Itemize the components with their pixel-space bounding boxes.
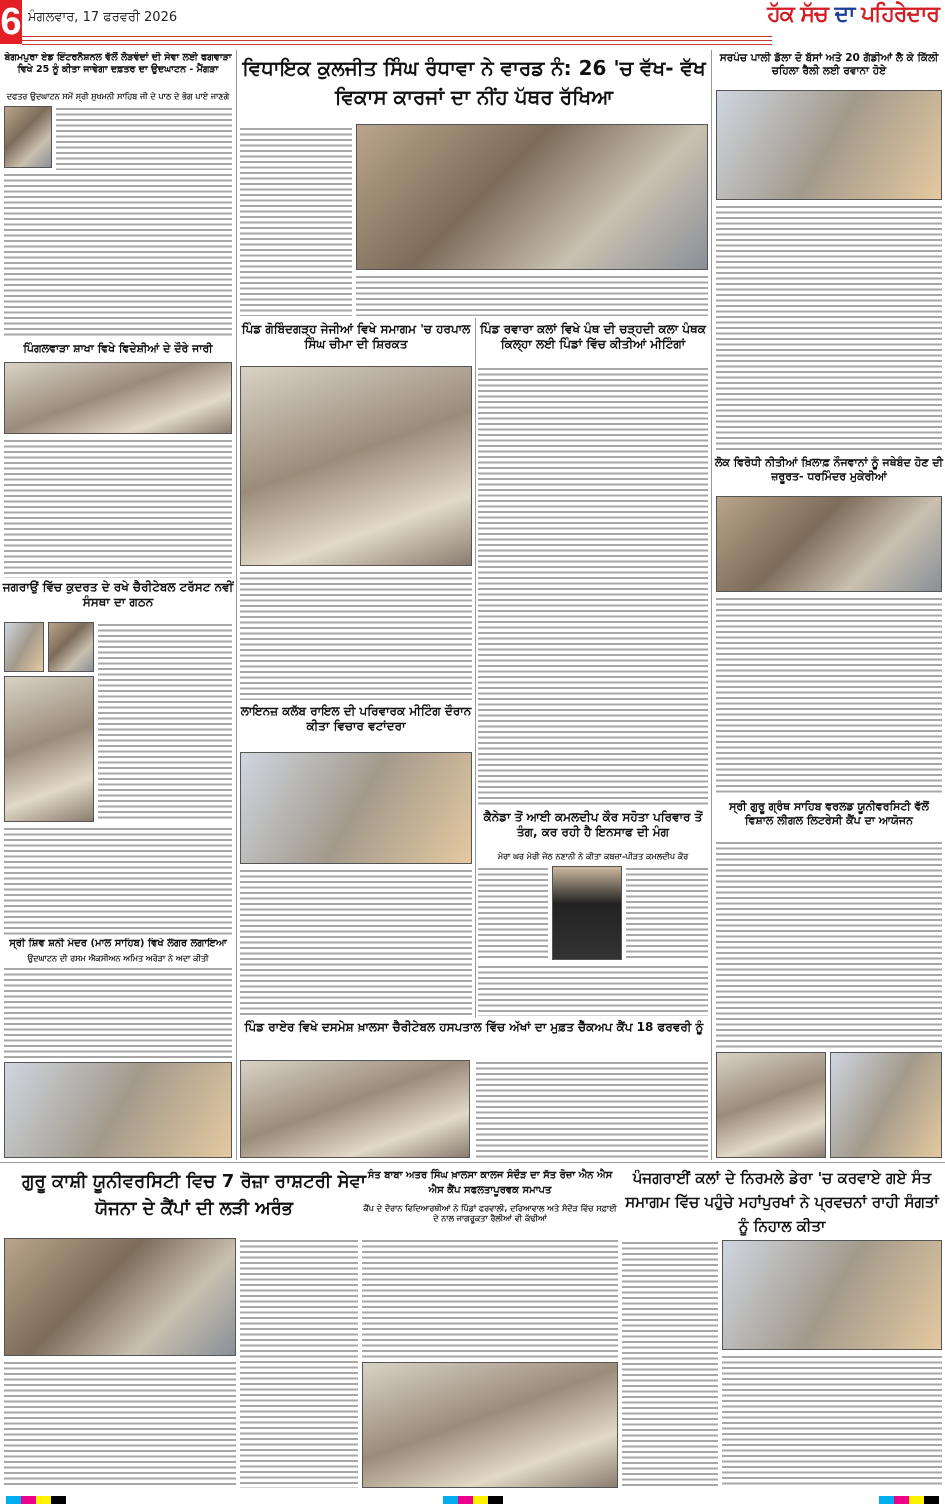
portrait-photo (552, 866, 622, 960)
masthead-logo: ਹੱਕ ਸੱਚ ਦਾ ਪਹਿਰੇਦਾਰ (767, 2, 939, 27)
article-subhead: ਮੇਰਾ ਘਰ ਮੇਰੀ ਜੇਠ ਨਣਾਨੀ ਨੇ ਕੀਤਾ ਕਬਜ਼ਾ-ਪੀੜਤ ਕਮਲਦੀਪ ਕੌਰ (497, 852, 689, 861)
article-headline: ਸਰਪੰਚ ਪਾਲੀ ਡੱਲਾ ਦੋ ਬੱਸਾਂ ਅਤੇ 20 ਗੱਡੀਆਂ ਲੈ ਕੇ ਕਿੱਲੀ ਚਹਿਲਾ ਰੈਲੀ ਲਈ ਰਵਾਨਾ ਹੋਏ (719, 52, 939, 78)
article-headline: ਕੈਨੇਡਾ ਤੋਂ ਆਈ ਕਮਲਦੀਪ ਕੌਰ ਸਹੋਤਾ ਪਰਿਵਾਰ ਤੋਂ ਤੰਗ, ਕਰ ਰਹੀ ਹੈ ਇਨਸਾਫ ਦੀ ਮੰਗ (483, 810, 703, 839)
article-headline: ਪੰਜਗਰਾਈਂ ਕਲਾਂ ਦੇ ਨਿਰਮਲੇ ਡੇਰਾ 'ਚ ਕਰਵਾਏ ਗਏ ਸੰਤ ਸਮਾਗਮ ਵਿੱਚ ਪਹੁੰਚੇ ਮਹਾਂਪੁਰਖਾਂ ਨੇ ਪ੍ਰਵਚਨਾਂ ਰਾਹੀ ਸੰਗਤਾਂ ਨੂੰ ਨਿਹਾਲ ਕੀਤਾ (625, 1169, 939, 1235)
article-body (722, 1354, 942, 1488)
article-body (56, 106, 232, 170)
article-body (240, 570, 472, 700)
article-body (240, 126, 352, 316)
news-photo (4, 1062, 232, 1158)
article-body (716, 840, 942, 1048)
article-body (240, 1238, 358, 1488)
article-body (626, 866, 708, 960)
news-photo (4, 1238, 236, 1356)
article-headline: ਸ੍ਰੀ ਸ਼ਿਵ ਸ਼ਨੀ ਮੰਦਰ (ਮਾਲ ਸਾਹਿਬ) ਵਿਖੇ ਲੰਗਰ ਲਗਾਇਆ (9, 938, 227, 949)
article-body (4, 1360, 236, 1488)
article-subhead: ਦਫਤਰ ਉਦਘਾਟਨ ਸਮੇਂ ਸ੍ਰੀ ਸੁਖਮਨੀ ਸਾਹਿਬ ਜੀ ਦੇ ਪਾਠ ਦੇ ਭੋਗ ਪਾਏ ਜਾਣਗੇ (6, 92, 230, 101)
portrait-photo (4, 622, 44, 672)
article-body (622, 1240, 718, 1488)
article-headline: ਪਿੰਡ ਗੋਬਿੰਦਗੜ੍ਹ ਜੇਜੀਆਂ ਵਿਖੇ ਸਮਾਗਮ 'ਚ ਹਰਪਾਲ ਸਿੰਘ ਚੀਮਾ ਦੀ ਸ਼ਿਰਕਤ (241, 322, 471, 351)
article-headline: ਬੇਗਮਪੁਰਾ ਏਡ ਇੰਟਰਨੈਸ਼ਨਲ ਵੱਲੋਂ ਲੋੜਵੰਦਾਂ ਦੀ ਸੇਵਾ ਲਈ ਫਗਵਾੜਾ ਵਿਖੇ 25 ਨੂੰ ਕੀਤਾ ਜਾਵੇਗਾ ਦਫ਼ਤਰ ਦਾ ਉਦਘਾਟਨ - ਮੈਂਗੜਾ (4, 52, 232, 75)
issue-date: ਮੰਗਲਵਾਰ, 17 ਫਰਵਰੀ 2026 (28, 10, 178, 25)
article-headline: ਜਗਰਾਉਂ ਵਿੱਚ ਕੁਦਰਤ ਦੇ ਰਖੇ ਚੈਰੀਟੇਬਲ ਟਰੱਸਟ ਨਵੀਂ ਸੰਸਥਾ ਦਾ ਗਠਨ (2, 580, 234, 609)
news-photo (716, 1052, 826, 1158)
article-body (362, 1238, 618, 1358)
color-swatch (6, 1496, 66, 1504)
article-headline: ਪਿੰਗਲਵਾੜਾ ਸ਼ਾਖਾ ਵਿਖੇ ਵਿਦੇਸ਼ੀਆਂ ਦੇ ਦੌਰੇ ਜਾਰੀ (23, 342, 213, 355)
news-photo (4, 362, 232, 434)
article-headline: ਸ੍ਰੀ ਗੁਰੂ ਗ੍ਰੰਥ ਸਾਹਿਬ ਵਰਲਡ ਯੂਨੀਵਰਸਿਟੀ ਵੱਲੋਂ ਵਿਸ਼ਾਲ ਲੀਗਲ ਲਿਟਰੇਸੀ ਕੈਂਪ ਦਾ ਆਯੋਜਨ (729, 800, 929, 827)
portrait-photo-grid (4, 676, 94, 822)
news-photo (362, 1362, 618, 1488)
row-divider (0, 1162, 945, 1163)
article-body (356, 274, 708, 316)
article-body (716, 596, 942, 796)
article-body (98, 622, 232, 822)
article-body (478, 964, 708, 1016)
header-rule (22, 44, 772, 45)
article-headline: ਗੁਰੂ ਕਾਸ਼ੀ ਯੂਨੀਵਰਸਿਟੀ ਵਿਚ 7 ਰੋਜ਼ਾ ਰਾਸ਼ਟਰੀ ਸੇਵਾ ਯੋਜਨਾ ਦੇ ਕੈਂਪਾਂ ਦੀ ਲੜੀ ਅਰੰਭ (21, 1171, 366, 1219)
article-body (4, 172, 232, 337)
article-body (4, 438, 232, 578)
header-rule (22, 40, 772, 41)
news-photo (716, 496, 942, 592)
news-photo (716, 90, 942, 200)
article-subhead: ਉਦਘਾਟਨ ਦੀ ਰਸਮ ਐਕਸੀਅਨ ਅਮਿਤ ਅਰੋੜਾ ਨੇ ਅਦਾ ਕੀਤੀ (27, 954, 209, 963)
news-photo (240, 1060, 470, 1158)
article-headline: ਪਿੰਡ ਰਵਾਰਾ ਕਲਾਂ ਵਿਖੇ ਪੰਥ ਦੀ ਚੜ੍ਹਦੀ ਕਲਾ ਪੰਥਕ ਕਿਲ੍ਹਾ ਲਈ ਪਿੰਡਾਂ ਵਿੱਚ ਕੀਤੀਆਂ ਮੀਟਿੰਗਾਂ (480, 322, 706, 351)
news-photo (830, 1052, 942, 1158)
color-swatch (879, 1496, 939, 1504)
portrait-photo (48, 622, 94, 672)
article-body (240, 868, 472, 1016)
color-swatch (443, 1496, 503, 1504)
column-divider (711, 50, 712, 1160)
article-body (4, 826, 232, 936)
lead-headline: ਵਿਧਾਇਕ ਕੁਲਜੀਤ ਸਿੰਘ ਰੰਧਾਵਾ ਨੇ ਵਾਰਡ ਨੰ: 26 'ਚ ਵੱਖ- ਵੱਖ ਵਿਕਾਸ ਕਾਰਜਾਂ ਦਾ ਨੀਂਹ ਪੱਥਰ ਰੱਖਿਆ (242, 56, 706, 109)
column-divider (236, 50, 237, 1160)
article-subhead: ਕੈਂਪ ਦੇ ਦੌਰਾਨ ਵਿਦਿਆਰਥੀਆਂ ਨੇ ਪਿੰਡਾਂ ਫਰਵਾਲੀ, ਦਰਿਆਵਾਲ ਅਤੇ ਸੰਦੌੜ ਵਿੱਚ ਸਫ਼ਾਈ ਦੇ ਨਾਲ ਜਾਗਰੂਕਤਾ ਰੈਲੀਆਂ ਵੀ ਕੱਢੀਆਂ (363, 1204, 617, 1224)
portrait-photo (4, 106, 52, 168)
page-number: 6 (0, 1, 22, 43)
article-headline: ਪਿੰਡ ਰਾਏਰ ਵਿਖੇ ਦਸਮੇਸ਼ ਖ਼ਾਲਸਾ ਚੈਰੀਟੇਬਲ ਹਸਪਤਾਲ ਵਿੱਚ ਅੱਖਾਂ ਦਾ ਮੁਫ਼ਤ ਚੈੱਕਅਪ ਕੈਂਪ 18 ਫਰਵਰੀ ਨੂੰ (244, 1020, 704, 1034)
news-photo (722, 1240, 942, 1350)
article-headline: ਸੰਤ ਬਾਬਾ ਅਤਰ ਸਿੰਘ ਖ਼ਾਲਸਾ ਕਾਲਜ ਸੰਦੌੜ ਦਾ ਸੱਤ ਰੋਜ਼ਾ ਐਨ ਐਸ ਐਸ ਕੈਂਪ ਸਫਲਤਾਪੂਰਵਕ ਸਮਾਪਤ (367, 1170, 613, 1196)
news-photo (240, 752, 472, 864)
article-body (476, 1060, 708, 1158)
article-body (716, 204, 942, 450)
article-headline: ਲਾਇਨਜ਼ ਕਲੱਬ ਰਾਇਲ ਦੀ ਪਰਿਵਾਰਕ ਮੀਟਿੰਗ ਦੌਰਾਨ ਕੀਤਾ ਵਿਚਾਰ ਵਟਾਂਦਰਾ (240, 704, 472, 733)
article-body (478, 866, 548, 960)
lead-photo (356, 124, 708, 270)
column-divider (475, 318, 476, 1018)
news-photo (240, 366, 472, 566)
article-body (478, 366, 708, 806)
article-body (4, 966, 232, 1058)
article-headline: ਲੋਕ ਵਿਰੋਧੀ ਨੀਤੀਆਂ ਖ਼ਿਲਾਫ਼ ਨੌਜਵਾਨਾਂ ਨੂੰ ਜਥੇਬੰਦ ਹੋਣ ਦੀ ਜ਼ਰੂਰਤ- ਧਰਮਿੰਦਰ ਮੁਕੇਰੀਆਂ (715, 456, 943, 483)
header-rule (22, 36, 772, 37)
print-color-bar (0, 1493, 945, 1507)
